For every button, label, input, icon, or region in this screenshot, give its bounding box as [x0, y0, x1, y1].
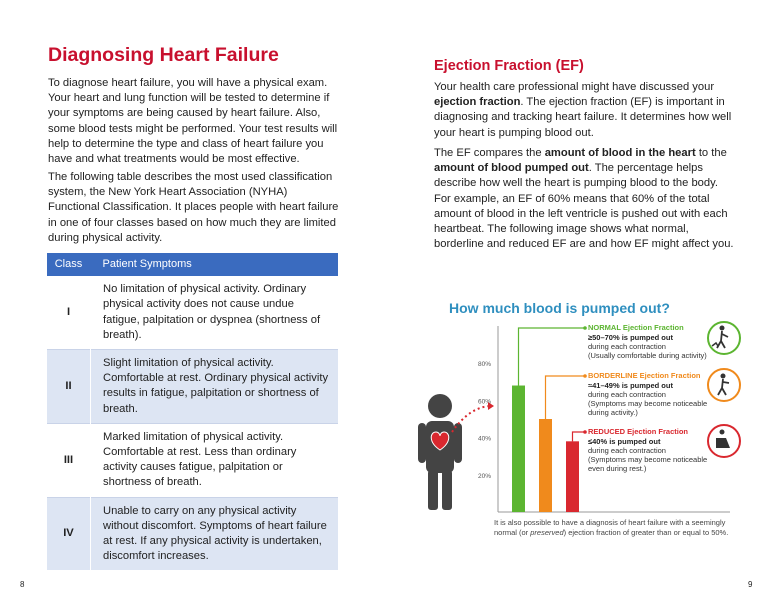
page-title-left: Diagnosing Heart Failure	[48, 44, 279, 66]
svg-text:even during rest.): even during rest.)	[588, 464, 647, 473]
person-icon	[418, 394, 462, 510]
symptoms-cell: Marked limitation of physical activity. Comfortable at rest. Less than ordinary activity causes fatigue, palpitation or shortness of breath.	[91, 423, 339, 497]
svg-text:during each contraction: during each contraction	[588, 390, 666, 399]
svg-text:≥50–70% is pumped out: ≥50–70% is pumped out	[588, 333, 673, 342]
y-tick-label: 60%	[478, 398, 492, 406]
page-title-right: Ejection Fraction (EF)	[434, 58, 584, 74]
reduced-ef-label	[588, 427, 707, 473]
leader-dot	[583, 326, 587, 330]
svg-text:during each contraction: during each contraction	[588, 342, 666, 351]
symptoms-cell: Unable to carry on any physical activity without discomfort. Symptoms of heart failure at rest. If any physical activity is undertaken, discomfort increases.	[91, 497, 339, 570]
y-tick-label: 20%	[478, 472, 492, 480]
ef-explanation-paragraph: The EF compares the amount of blood in the heart to the amount of blood pumped out. The percentage helps describe how well the heart is pumping blood to the body. For example, an EF of 60% means that 60% of the total amount of blood in the left ventricle is pushed out with each heartbeat. The following image shows what normal, borderline and reduced EF are and how EF might affect you.	[434, 147, 734, 251]
chart-title: How much blood is pumped out?	[449, 300, 670, 316]
leader-dot	[583, 430, 587, 434]
walking-dog-icon	[708, 322, 740, 354]
svg-text:BORDERLINE Ejection Fraction: BORDERLINE Ejection Fraction	[588, 371, 701, 380]
resting-person-icon	[708, 425, 740, 457]
bar-normal	[512, 386, 525, 512]
y-tick-label: 80%	[478, 361, 492, 369]
svg-text:(Symptoms may become noticeabl: (Symptoms may become noticeable	[588, 455, 708, 464]
class-cell: III	[47, 423, 91, 497]
bar-borderline	[539, 419, 552, 512]
chart-footnote-line1: It is also possible to have a diagnosis of heart failure with a seemingly	[494, 518, 726, 527]
ef-intro-paragraph: Your health care professional might have discussed your ejection fraction. The ejection fraction (EF) is important in diagnosing and tracking heart failure. It determines how well your heart is pumping blood out.	[434, 81, 732, 139]
page-number-left: 8	[20, 580, 25, 589]
leader-line-borderline	[546, 376, 586, 419]
svg-text:≈41–49% is pumped out: ≈41–49% is pumped out	[588, 381, 673, 390]
leader-line-reduced	[573, 432, 586, 441]
svg-text:(Usually comfortable during ac: (Usually comfortable during activity)	[588, 351, 707, 360]
intro-paragraph: To diagnose heart failure, you will have a physical exam. Your heart and lung function will be tested to determine if your symptoms are being caused by heart failure. Also, some blood tests might be performed. Your test results will help to determine the type and class of heart failure you have and what treatments would be most effective.	[48, 77, 338, 166]
page-number-right: 9	[748, 580, 753, 589]
svg-text:during activity.): during activity.)	[588, 408, 638, 417]
symptoms-cell: No limitation of physical activity. Ordinary physical activity does not cause undue fatigue, palpitation or dyspnea (shortness of breath).	[91, 276, 339, 349]
svg-text:REDUCED Ejection Fraction: REDUCED Ejection Fraction	[588, 427, 689, 436]
svg-text:(Symptoms may become noticeabl: (Symptoms may become noticeable	[588, 399, 708, 408]
column-header-class: Class	[47, 253, 91, 276]
svg-text:NORMAL Ejection Fraction: NORMAL Ejection Fraction	[588, 323, 684, 332]
svg-text:≤40% is pumped out: ≤40% is pumped out	[588, 437, 661, 446]
chart-footnote-line2: normal (or preserved) ejection fraction of greater than or equal to 50%.	[494, 528, 729, 537]
y-tick-label: 40%	[478, 435, 492, 443]
limited-activity-icon	[708, 369, 740, 401]
class-cell: II	[47, 350, 91, 424]
leader-line-normal	[519, 328, 586, 386]
svg-text:during each contraction: during each contraction	[588, 446, 666, 455]
symptoms-cell: Slight limitation of physical activity. Comfortable at rest. Ordinary physical activity results in fatigue, palpitation or shortness of breath.	[91, 350, 339, 424]
class-cell: IV	[47, 497, 91, 570]
nyha-description-paragraph: The following table describes the most used classification system, the New York Heart Association (NYHA) Functional Classification. It places people with heart failure in one of four classes based on how much they are limited during physical activity.	[48, 171, 339, 244]
normal-ef-label	[588, 323, 707, 360]
borderline-ef-label	[588, 371, 707, 417]
leader-dot	[583, 374, 587, 378]
column-header-symptoms: Patient Symptoms	[91, 253, 339, 276]
bar-reduced	[566, 441, 579, 512]
class-cell: I	[47, 276, 91, 349]
